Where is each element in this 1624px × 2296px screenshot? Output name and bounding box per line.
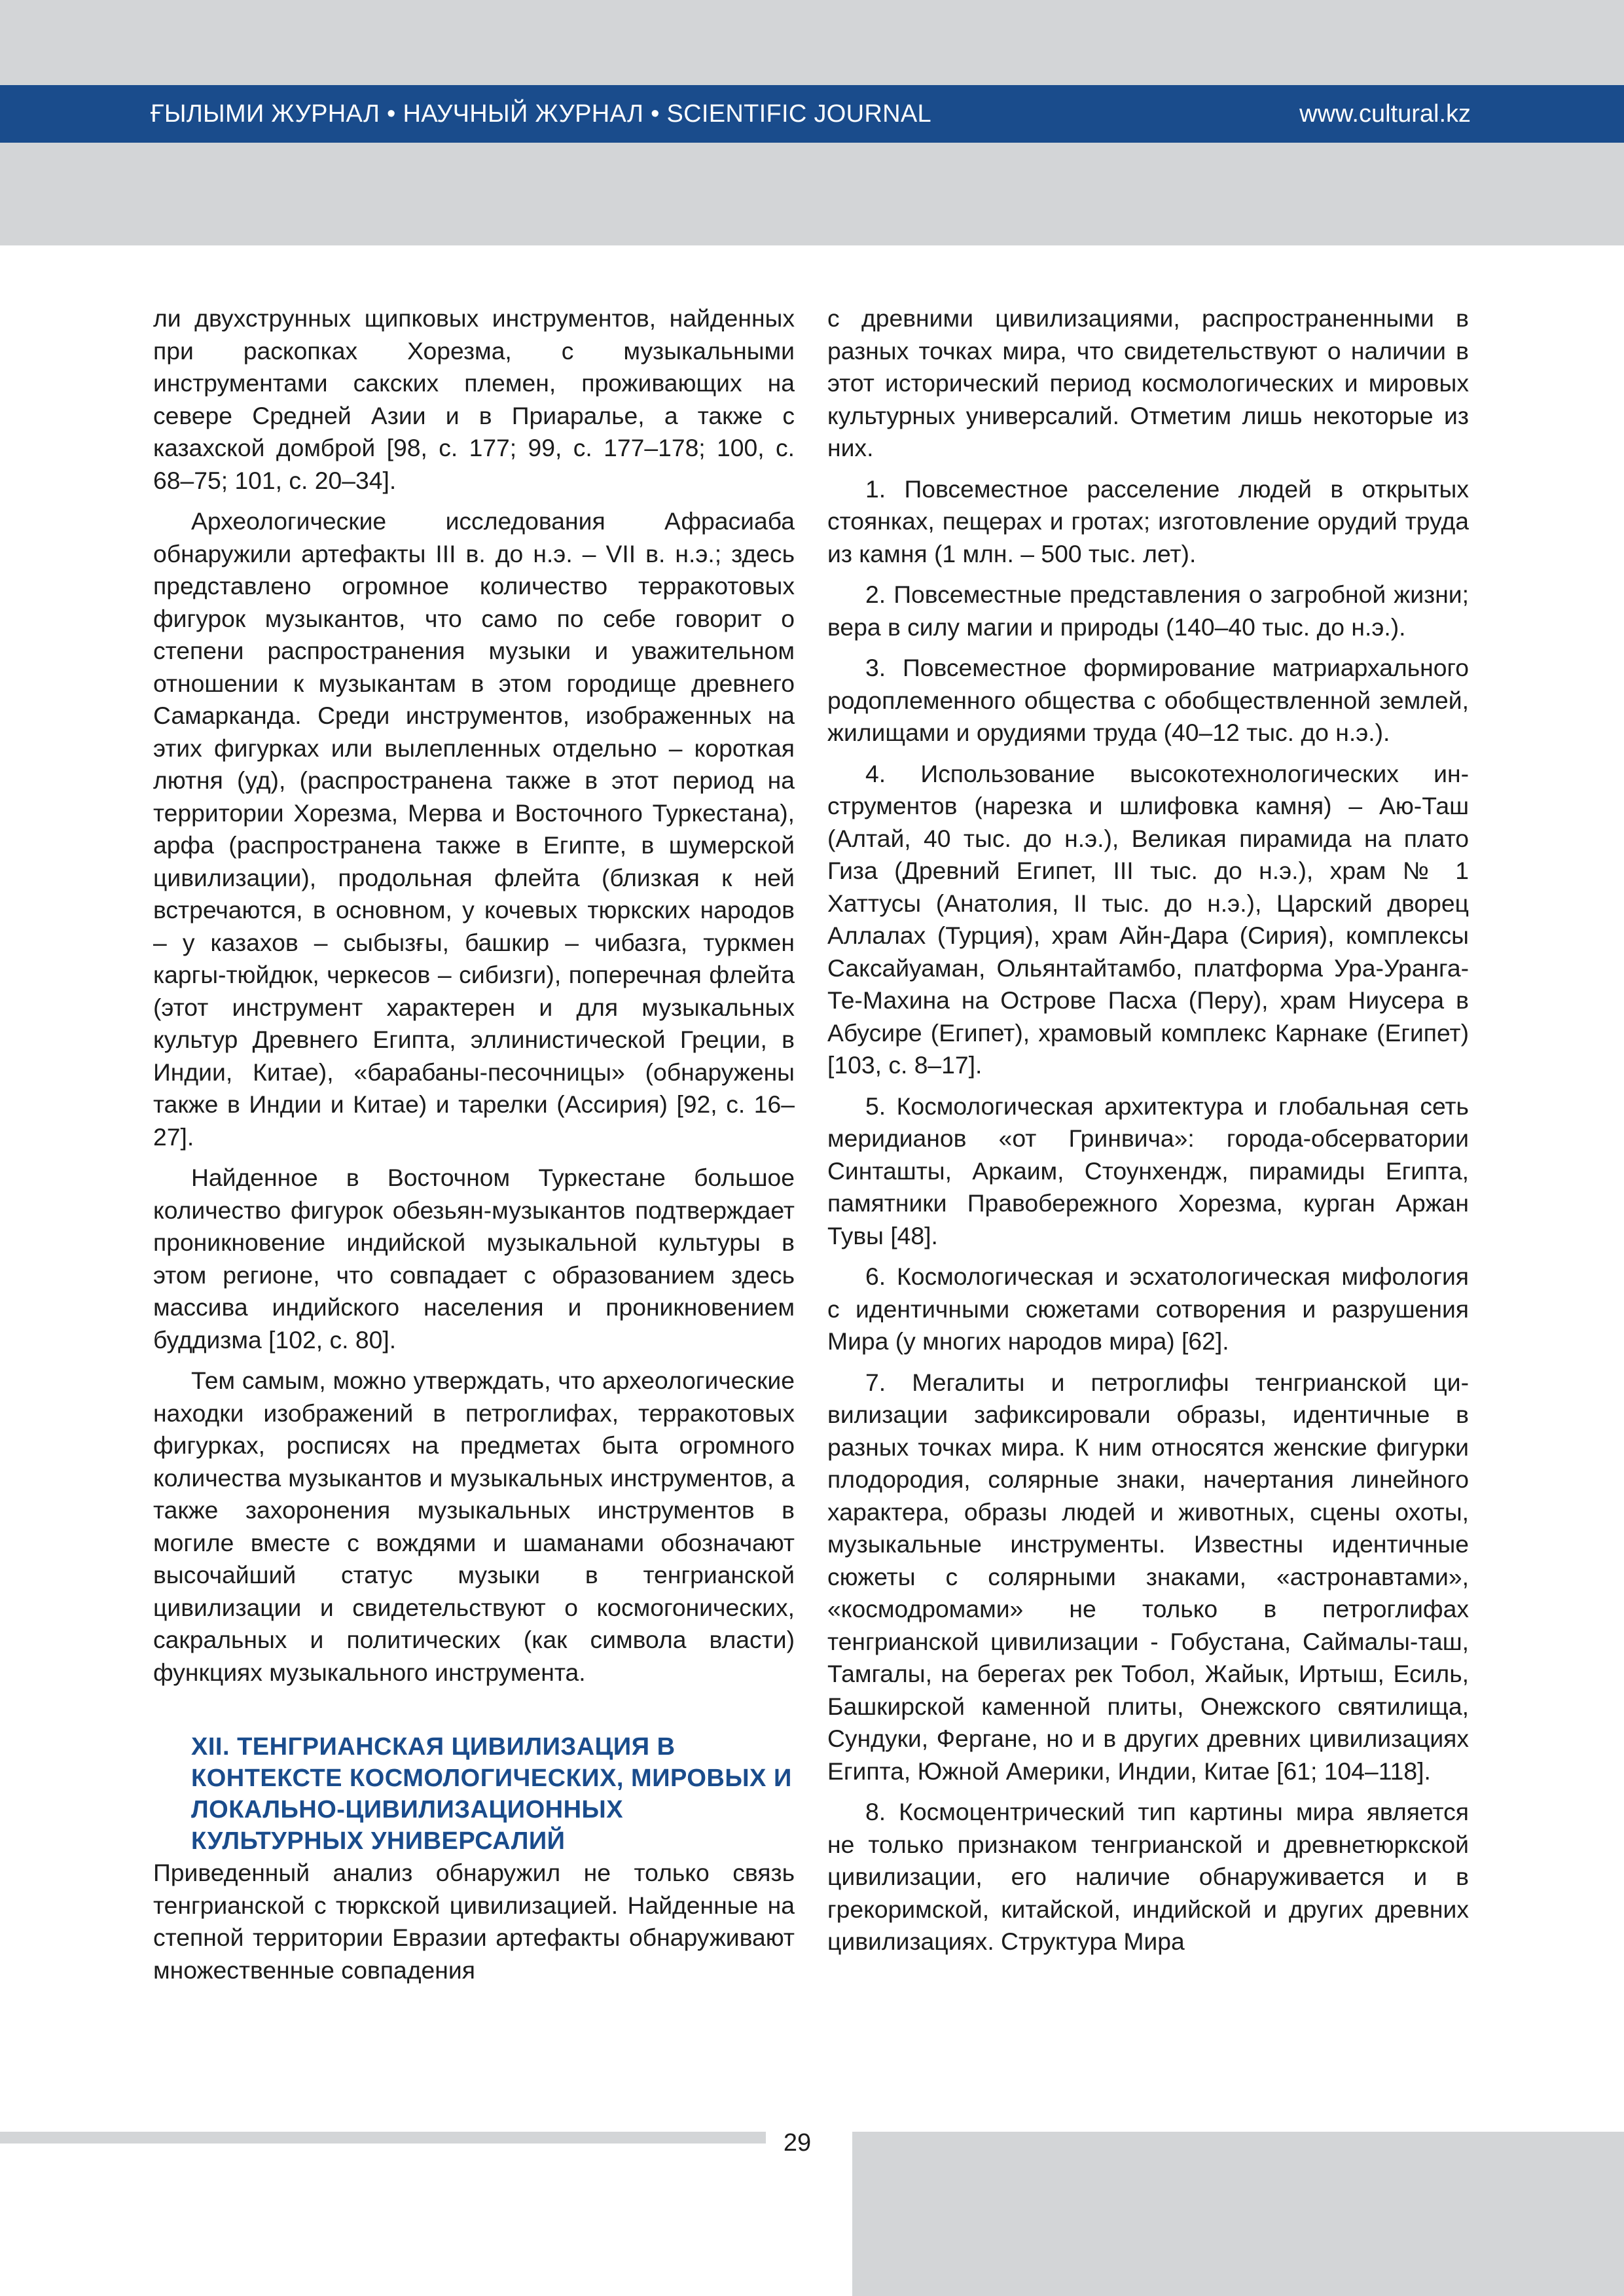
paragraph: Тем самым, можно утверждать, что археологические находки изображений в петроглифах, терракотовых фигурках, росписях на предметах быта огромного количества музыкантов и музыкальных инструментов, а также захоронения музыкальных инструментов в могиле вместе с вождями и шаманами обозначают высочайший статус музыки в тенгрианской цивилизации и свидетельствуют о космогонических, сакральных и политических (как символа власти) функциях музыкального инструмента. (153, 1367, 795, 1686)
list-item: 4. Использование высокотехнологических инструментов (нарезка и шлифовка камня) – Аю-Таш (Алтай, 40 тыс. до н.э.), Великая пирамида на плато Гиза (Древний Египет, III тыс. до н.э.), храм № 1 Хаттусы (Анатолия, II тыс. до н.э.), Царский дворец Аллалах (Турция), храм Айн-Дара (Сирия), комплексы Саксайуаман, Ольянтайтамбо, платформа Ура-Уранга-Те-Махина на Острове Пасха (Перу), храм Ниусера в Абусире (Египет), храмовый комплекс Карнаке (Египет) [103, с. 8–17]. (827, 759, 1469, 1079)
website-link[interactable]: www.cultural.kz (1299, 100, 1471, 128)
list-item: 6. Космологическая и эсхатологическая мифология с идентичными сюжетами сотворения и разрушения Мира (у многих народов мира) [62]. (827, 1263, 1469, 1355)
footer-divider-left (0, 2132, 766, 2144)
page-number: 29 (783, 2129, 812, 2157)
paragraph: Археологические исследования Афрасиаба обнаружили артефакты III в. до н.э. – VII в. н.э.; здесь представлено огромное количество терракотовых фигурок музыкантов, что само по себе говорит о степени распространения музыки и уважительном отношении к музыкантам в этом городище древнего Самарканда. Среди инструментов, изображенных на этих фигурках или вылепленных отдельно – короткая лютня (уд), (распространена также в этот период на территории Хорезма, Мерва и Восточного Туркестана), арфа (распространена также в Египте, в шумерской цивилизации), продольная флейта (близкая к ней встречаются, в основном, у кочевых тюркских народов – у казахов – сыбызғы, башкир – чибазга, туркмен каргы-тюйдюк, черкесов – сибизги), поперечная флейта (этот инструмент характерен и для музыкальных культур Древнего Египта, эллинистической Греции, в Индии, Китае), «барабаны-песочницы» (обнаружены также в Индии и Китае) и тарелки (Ассирия) [92, с. 16–27]. (153, 507, 795, 1151)
list-item: 3. Повсеместное формирование матриархального родоплеменного общества с обобществленной землей, жилищами и орудиями труда (40–12 тыс. до н.э.). (827, 654, 1469, 746)
list-item: 5. Космологическая архитектура и глобальная сеть меридианов «от Гринвича»: города-обсерватории Синташты, Аркаим, Стоунхендж, пирамиды Египта, памятники Правобережного Хорезма, курган Аржан Тувы [48]. (827, 1092, 1469, 1249)
list-item: 1. Повсеместное расселение людей в открытых стоянках, пещерах и гротах; изготовление орудий труда из камня (1 млн. – 500 тыс. лет). (827, 475, 1469, 567)
section-heading: XII. ТЕНГРИАНСКАЯ ЦИВИЛИЗАЦИЯ В КОНТЕКСТЕ КОСМОЛОГИЧЕСКИХ, МИРОВЫХ И ЛОКАЛЬНО-ЦИВИЛИЗАЦИОННЫХ КУЛЬТУРНЫХ УНИВЕРСАЛИЙ (191, 1733, 792, 1855)
paragraph: ли двухструнных щипковых инструментов, найденных при раскопках Хорезма, с музыкальными инструментами сакских племен, проживающих на севере Средней Азии и в Приаралье, а также с казахской домброй [98, с. 177; 99, с. 177–178; 100, с. 68–75; 101, с. 20–34]. (153, 304, 795, 494)
paragraph: Найденное в Восточном Туркестане большое количество фигурок обезьян-музыкантов подтверждает проникновение индийской музыкальной культуры в этом регионе, что совпадает с образованием здесь массива индийского населения и проникновением буддизма [102, с. 80]. (153, 1164, 795, 1354)
journal-title: ҒЫЛЫМИ ЖУРНАЛ • НАУЧНЫЙ ЖУРНАЛ • SCIENTIFIC JOURNAL (151, 100, 931, 128)
right-column (827, 302, 1469, 1967)
list-item: 2. Повсеместные представления о загробной жизни; вера в силу магии и природы (140–40 тыс. до н.э.). (827, 581, 1469, 641)
paragraph: Приведенный анализ обнаружил не только связь тенгрианской с тюркской цивилизацией. Найденные на степной территории Евразии артефакты обнаруживают множественные совпадения (153, 1859, 795, 1984)
journal-header-bar (0, 85, 1624, 143)
list-item: 7. Мегалиты и петроглифы тенгрианской цивилизации зафиксировали образы, идентичные в разных точках мира. К ним относятся женские фигурки плодородия, солярные знаки, начертания линейного характера, образы людей и животных, сцены охоты, музыкальные инструменты. Известны идентичные сюжеты с солярными знаками, «астронавтами», «космодромами» не только в петроглифах тенгрианской цивилизации - Гобустана, Саймалы-таш, Тамгалы, на берегах рек Тобол, Жайык, Иртыш, Есиль, Башкирской каменной плиты, Онежского святилища, Сундуки, Фергане, но и в других древних цивилизациях Египта, Южной Америки, Индии, Китае [61; 104–118]. (827, 1368, 1469, 1785)
left-column (153, 302, 795, 1995)
paragraph: с древними цивилизациями, распространенными в разных точках мира, что свидетельствуют о наличии в этот исторический период космологических и мировых культурных универсалий. Отметим лишь некоторые из них. (827, 304, 1469, 461)
footer-background-right (852, 2132, 1624, 2296)
list-item: 8. Космоцентрический тип картины мира является не только признаком тенгрианской и древнетюркской цивилизации, его наличие обнаруживается и в грекоримской, китайской, индийской и других древних цивилизациях. Структура Мира (827, 1798, 1469, 1955)
